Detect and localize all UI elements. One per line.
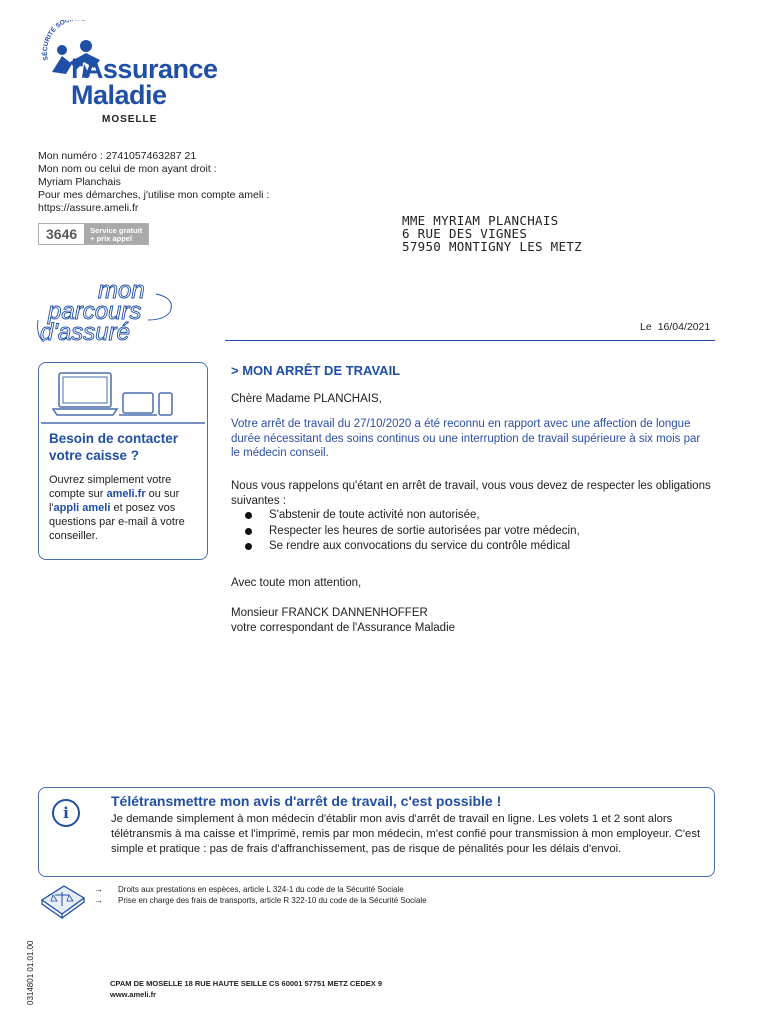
name-value: Myriam Planchais (38, 176, 121, 188)
region-label: MOSELLE (102, 114, 158, 125)
logo-arc-text: SÉCURITÉ SOC (41, 20, 71, 61)
signatory-name: Monsieur FRANCK DANNENHOFFER (231, 607, 428, 619)
legal-ref-text: Droits aux prestations en espèces, article L 324-1 du code de la Sécurité Sociale (118, 885, 404, 894)
appli-ameli-link[interactable]: appli ameli (53, 502, 111, 514)
bullet-icon (245, 512, 252, 519)
contact-box (38, 362, 208, 560)
ameli-account-label: Pour mes démarches, j'utilise mon compte ameli : (38, 189, 270, 201)
bullet-icon (245, 543, 252, 550)
contact-title-line2: votre caisse ? (49, 448, 140, 463)
footer-website[interactable]: www.ameli.fr (110, 990, 156, 999)
greeting: Chère Madame PLANCHAIS, (231, 393, 382, 405)
phone-badge[interactable] (38, 223, 149, 245)
sender-info (38, 150, 269, 215)
ameli-url[interactable]: https://assure.ameli.fr (38, 202, 139, 214)
date-value: 16/04/2021 (657, 321, 711, 333)
info-text: Je demande simplement à mon médecin d'établir mon avis d'arrêt de travail en ligne. Les volets 1 et 2 sont alors télétransmis à ma caisse et l'imprimé, remis par mon médecin, m'est confié pour transmission à mon employeur. C'est simple et pratique : pas de frais d'affranchissement, pas de risque de pénalités pour les délais d'envoi. (111, 813, 701, 855)
contact-title-line1: Besoin de contacter (49, 431, 179, 446)
phone-tag-line2: + prix appel (90, 233, 133, 243)
legal-references (94, 884, 427, 906)
logo-title-line2: Maladie (71, 80, 167, 110)
document-code-text: 0314801 01.01.00 (26, 940, 35, 1005)
obligations-intro: Nous vous rappelons qu'étant en arrêt de travail, vous vous devez de respecter les obligations suivantes : (231, 480, 711, 507)
parcours-logo (36, 276, 186, 346)
parcours-line1: mon (98, 277, 145, 304)
bullet-icon (245, 528, 252, 535)
name-label: Mon nom ou celui de mon ayant droit : (38, 163, 217, 175)
signatory-role: votre correspondant de l'Assurance Maladie (231, 622, 456, 634)
recognition-paragraph: Votre arrêt de travail du 27/10/2020 a été reconnu en rapport avec une affection de longue durée nécessitant des soins continus ou une interruption de travail supérieure à six mois par le médecin conseil. (231, 418, 701, 459)
footer (110, 978, 382, 1000)
recipient-address (402, 214, 582, 253)
ameli-link[interactable]: ameli.fr (106, 488, 146, 500)
document-code (26, 935, 40, 1005)
contact-text (49, 473, 201, 543)
obligations-list (245, 508, 580, 555)
date-prefix: Le (640, 321, 652, 333)
arrow-right-icon: → (94, 895, 103, 905)
legal-book-icon (38, 880, 88, 920)
recipient-name: MME MYRIAM PLANCHAIS (402, 213, 559, 228)
devices-icon (39, 363, 207, 427)
list-item (245, 508, 580, 524)
info-title: Télétransmettre mon avis d'arrêt de travail, c'est possible ! (111, 793, 502, 809)
list-item-text: S'abstenir de toute activité non autorisée, (269, 509, 480, 521)
arrow-right-icon: → (94, 884, 103, 894)
parcours-line3: d'assuré (40, 319, 130, 346)
list-item (94, 884, 427, 895)
parcours-line2: parcours (48, 298, 142, 325)
closing: Avec toute mon attention, (231, 577, 362, 589)
letter-date (640, 321, 710, 333)
footer-address: CPAM DE MOSELLE 18 RUE HAUTE SEILLE CS 60001 57751 METZ CEDEX 9 (110, 979, 383, 988)
logo-title-line1: l'Assurance (71, 54, 218, 84)
header-divider (225, 340, 715, 341)
recipient-city: 57950 MONTIGNY LES METZ (402, 239, 582, 254)
list-item (94, 895, 427, 906)
contact-title (49, 430, 178, 464)
list-item-text: Respecter les heures de sortie autorisées par votre médecin, (269, 524, 580, 537)
contact-text-part1: Ouvrez simplement votre compte sur (49, 474, 172, 500)
list-item (245, 524, 580, 540)
phone-number: 3646 (39, 224, 84, 244)
contact-text-part2: ou sur l' (49, 488, 180, 514)
phone-tag-line1: Service gratuit (90, 225, 143, 235)
contact-text-part3: et posez vos questions par e-mail à votre conseiller. (49, 502, 185, 542)
recipient-street: 6 RUE DES VIGNES (402, 226, 528, 241)
section-title: > MON ARRÊT DE TRAVAIL (231, 363, 401, 378)
info-icon: i (52, 799, 80, 827)
list-item (245, 539, 580, 555)
list-item-text: Se rendre aux convocations du service du contrôle médical (269, 540, 571, 552)
account-number: Mon numéro : 2741057463287 21 (38, 150, 197, 162)
phone-tag (84, 224, 148, 244)
legal-ref-text: Prise en charge des frais de transports, article R 322-10 du code de la Sécurité Sociale (118, 896, 427, 905)
